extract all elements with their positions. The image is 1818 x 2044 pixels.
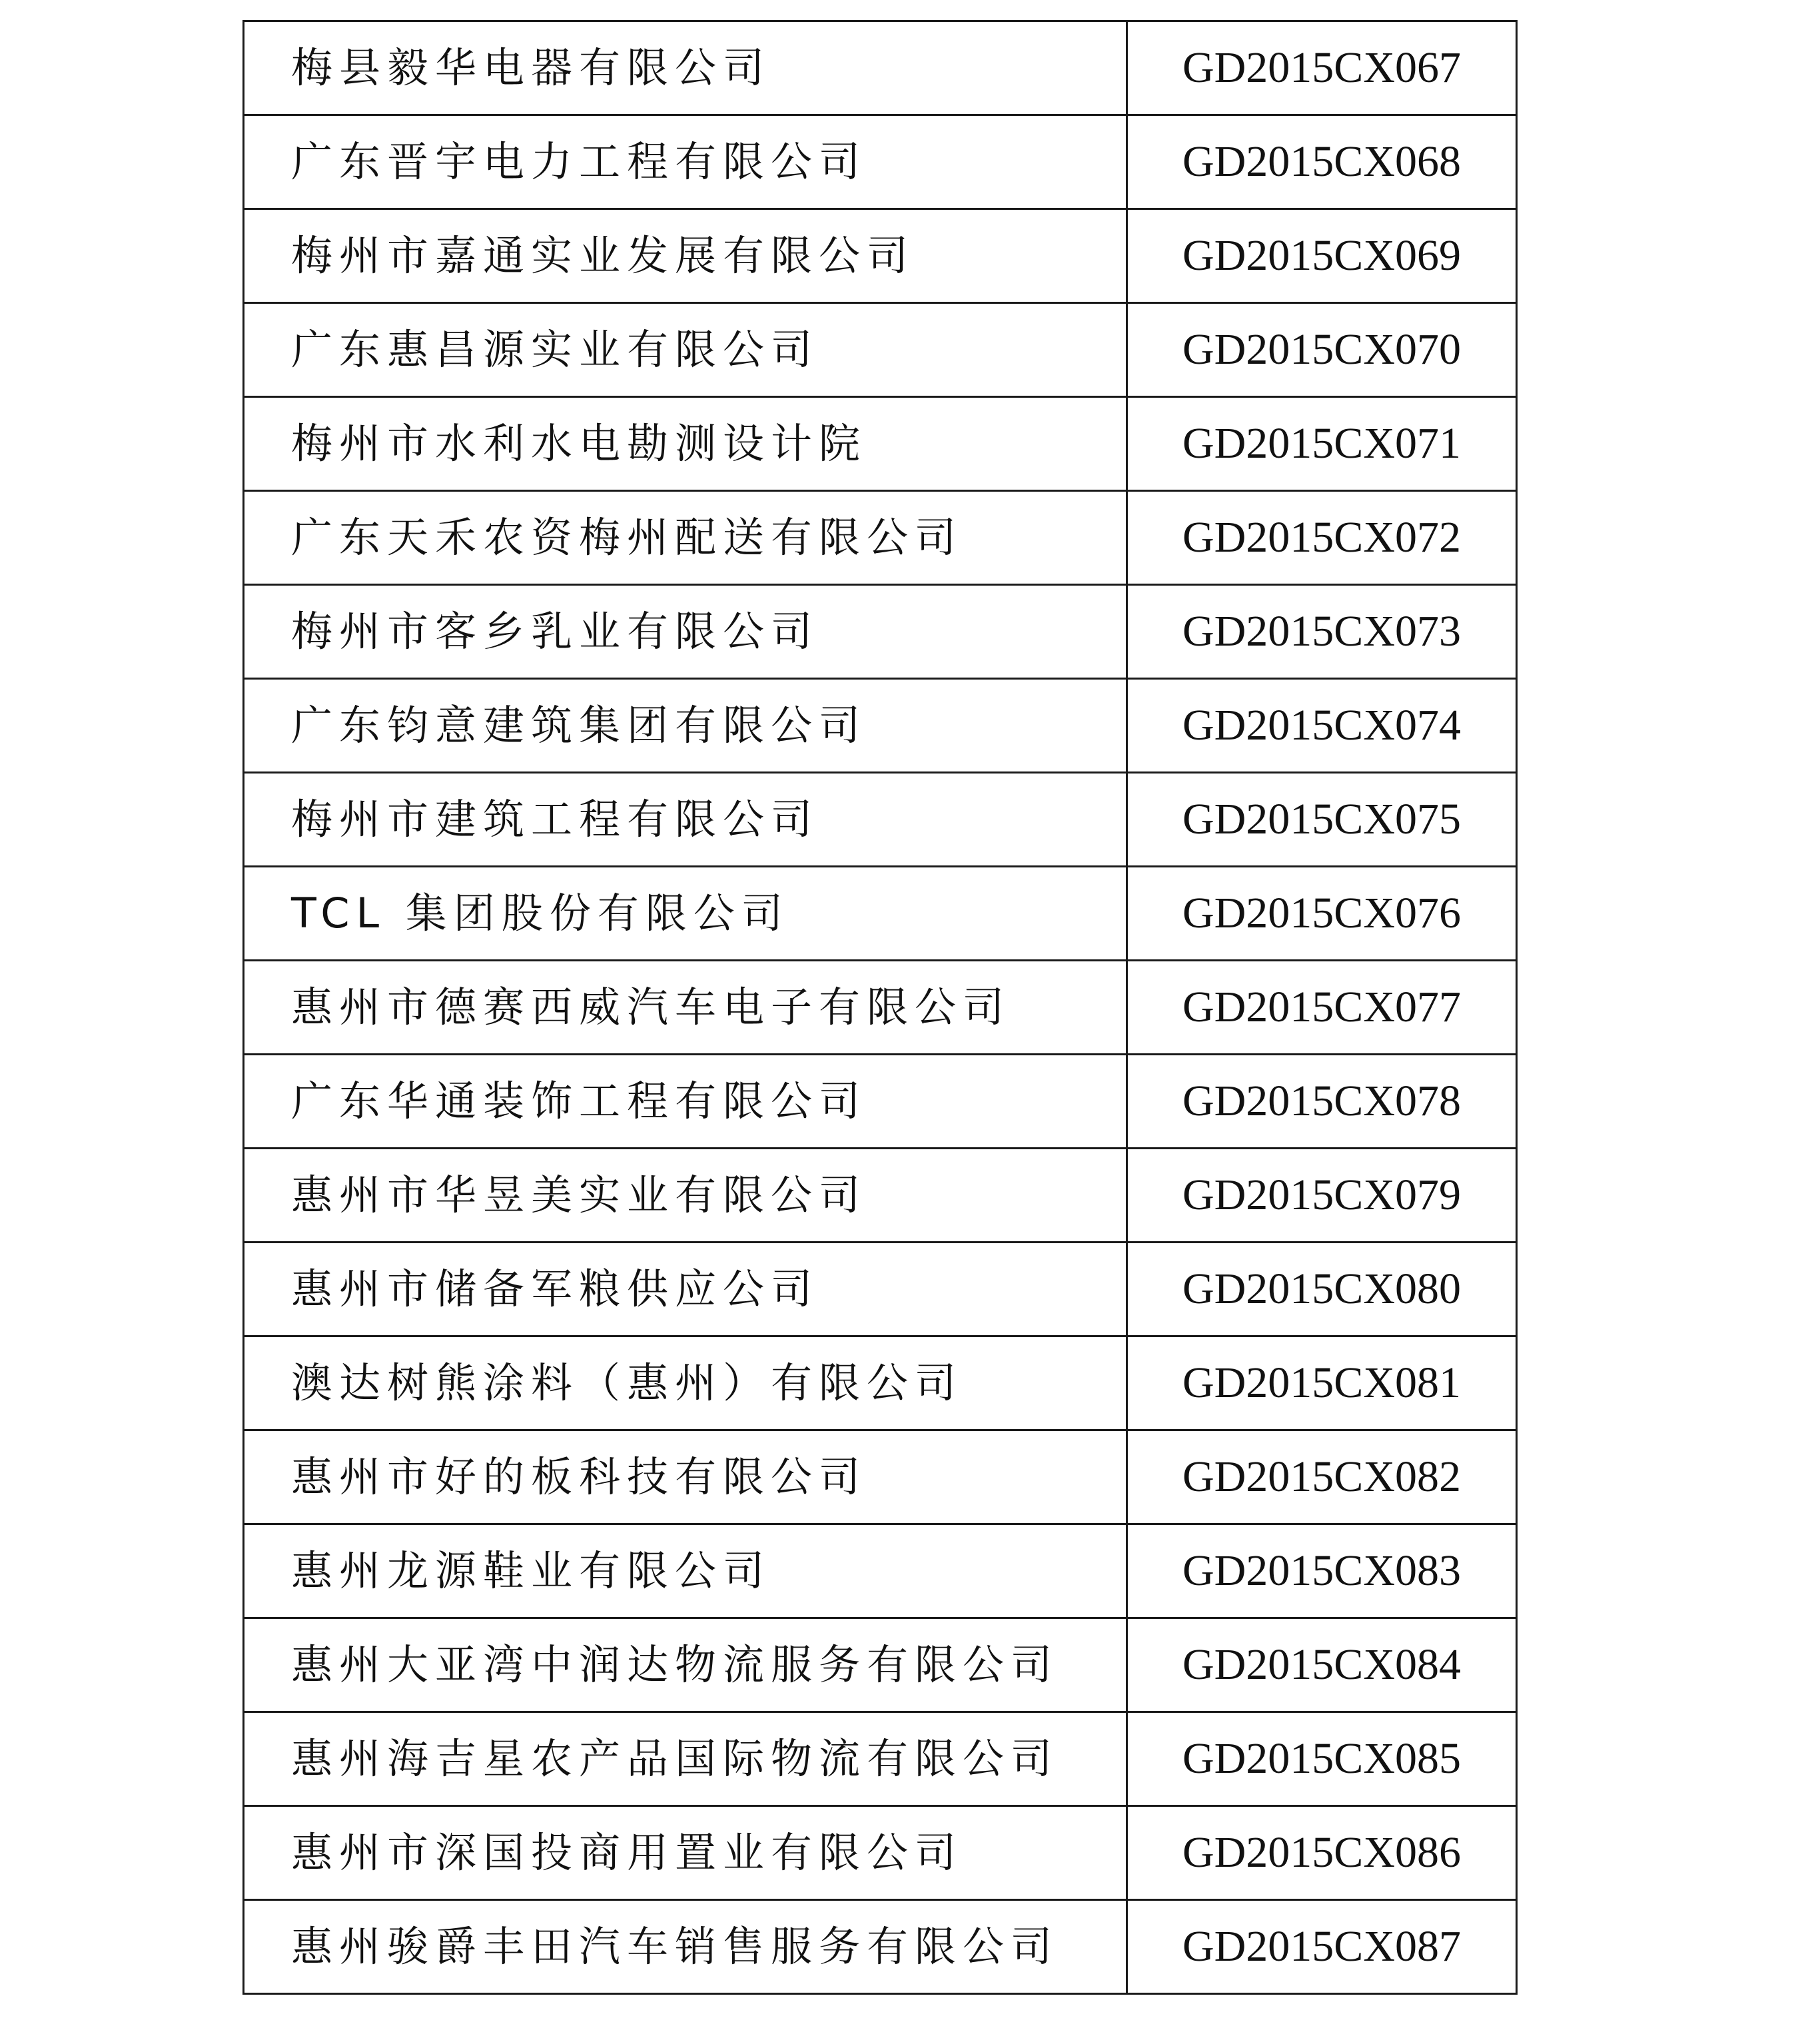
table-row — [244, 585, 1517, 679]
company-name-cell: 惠州市华昱美实业有限公司 — [244, 1149, 1127, 1243]
table-row — [244, 1712, 1517, 1806]
certificate-code-cell: GD2015CX086 — [1127, 1806, 1517, 1900]
table-row — [244, 867, 1517, 961]
table-row — [244, 1806, 1517, 1900]
certificate-code-cell: GD2015CX078 — [1127, 1055, 1517, 1149]
company-name-cell: 惠州市好的板科技有限公司 — [244, 1430, 1127, 1524]
table-row — [244, 1243, 1517, 1336]
company-code-table — [242, 20, 1518, 1995]
company-name-cell: 梅州市水利水电勘测设计院 — [244, 397, 1127, 491]
certificate-code-cell: GD2015CX083 — [1127, 1524, 1517, 1618]
table-body — [244, 21, 1517, 1994]
company-name-cell: TCL 集团股份有限公司 — [244, 867, 1127, 961]
certificate-code-cell: GD2015CX072 — [1127, 491, 1517, 585]
table-row — [244, 1336, 1517, 1430]
certificate-code-cell: GD2015CX085 — [1127, 1712, 1517, 1806]
table-row — [244, 21, 1517, 115]
table-row — [244, 1149, 1517, 1243]
company-name-cell: 惠州龙源鞋业有限公司 — [244, 1524, 1127, 1618]
certificate-code-cell: GD2015CX069 — [1127, 209, 1517, 303]
certificate-code-cell: GD2015CX081 — [1127, 1336, 1517, 1430]
table-row — [244, 209, 1517, 303]
certificate-code-cell: GD2015CX079 — [1127, 1149, 1517, 1243]
company-name-cell: 广东惠昌源实业有限公司 — [244, 303, 1127, 397]
company-name-cell: 惠州市德赛西威汽车电子有限公司 — [244, 961, 1127, 1055]
certificate-code-cell: GD2015CX082 — [1127, 1430, 1517, 1524]
certificate-code-cell: GD2015CX068 — [1127, 115, 1517, 209]
company-name-cell: 梅州市建筑工程有限公司 — [244, 773, 1127, 867]
table-row — [244, 491, 1517, 585]
table-row — [244, 1900, 1517, 1994]
company-name-cell: 广东华通装饰工程有限公司 — [244, 1055, 1127, 1149]
company-name-cell: 惠州大亚湾中润达物流服务有限公司 — [244, 1618, 1127, 1712]
certificate-code-cell: GD2015CX070 — [1127, 303, 1517, 397]
company-name-cell: 广东钧意建筑集团有限公司 — [244, 679, 1127, 773]
table-row — [244, 961, 1517, 1055]
table-row — [244, 303, 1517, 397]
certificate-code-cell: GD2015CX077 — [1127, 961, 1517, 1055]
certificate-code-cell: GD2015CX067 — [1127, 21, 1517, 115]
certificate-code-cell: GD2015CX074 — [1127, 679, 1517, 773]
certificate-code-cell: GD2015CX075 — [1127, 773, 1517, 867]
company-name-cell: 梅县毅华电器有限公司 — [244, 21, 1127, 115]
certificate-code-cell: GD2015CX073 — [1127, 585, 1517, 679]
company-name-cell: 惠州骏爵丰田汽车销售服务有限公司 — [244, 1900, 1127, 1994]
table-row — [244, 1055, 1517, 1149]
table-row — [244, 1430, 1517, 1524]
table-row — [244, 115, 1517, 209]
company-name-cell: 梅州市客乡乳业有限公司 — [244, 585, 1127, 679]
certificate-code-cell: GD2015CX080 — [1127, 1243, 1517, 1336]
company-name-cell: 梅州市嘉通实业发展有限公司 — [244, 209, 1127, 303]
company-name-cell: 澳达树熊涂料（惠州）有限公司 — [244, 1336, 1127, 1430]
company-name-cell: 惠州市深国投商用置业有限公司 — [244, 1806, 1127, 1900]
certificate-code-cell: GD2015CX076 — [1127, 867, 1517, 961]
company-name-cell: 惠州海吉星农产品国际物流有限公司 — [244, 1712, 1127, 1806]
certificate-code-cell: GD2015CX084 — [1127, 1618, 1517, 1712]
certificate-code-cell: GD2015CX071 — [1127, 397, 1517, 491]
table-row — [244, 773, 1517, 867]
table-row — [244, 1618, 1517, 1712]
table-row — [244, 397, 1517, 491]
table-row — [244, 1524, 1517, 1618]
company-name-cell: 广东天禾农资梅州配送有限公司 — [244, 491, 1127, 585]
table-row — [244, 679, 1517, 773]
company-name-cell: 惠州市储备军粮供应公司 — [244, 1243, 1127, 1336]
company-name-cell: 广东晋宇电力工程有限公司 — [244, 115, 1127, 209]
certificate-code-cell: GD2015CX087 — [1127, 1900, 1517, 1994]
